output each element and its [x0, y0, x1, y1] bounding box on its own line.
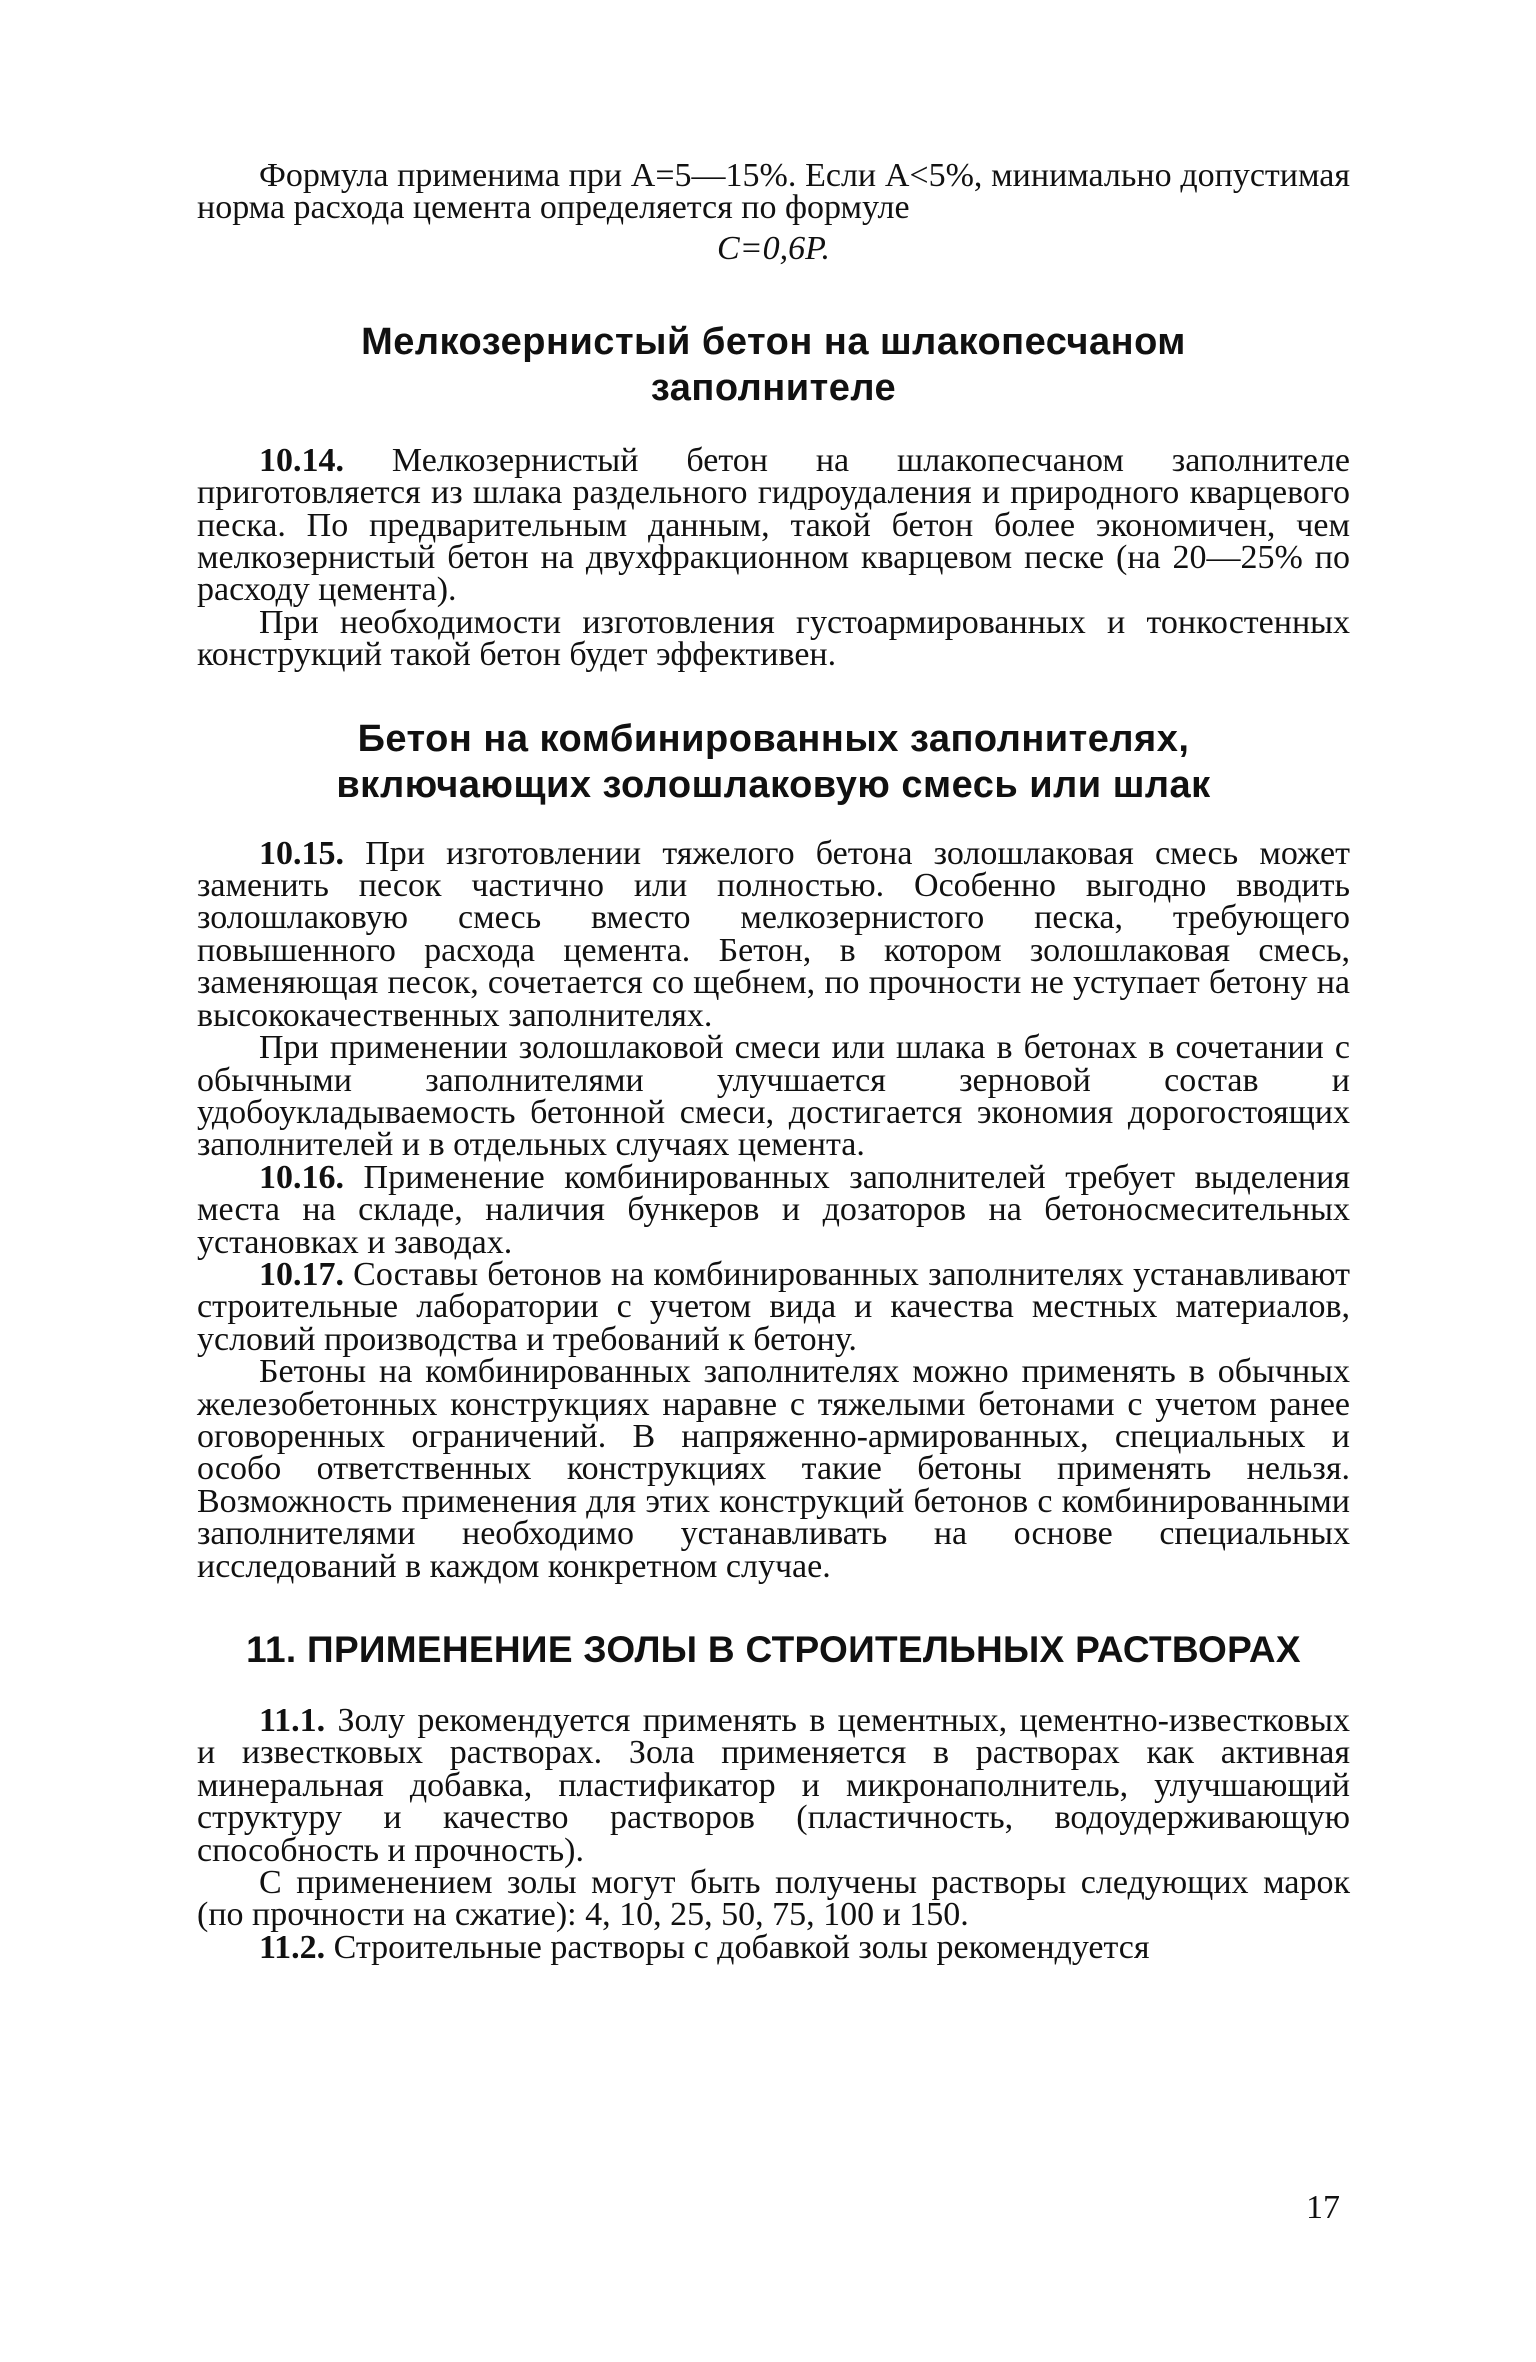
- paragraph-11-1: [197, 1702, 1350, 1869]
- intro-paragraph: Формула применима при A=5—15%. Если A<5%, минимально допустимая норма расхода цемента определяется по формуле: [197, 157, 1350, 227]
- clause-number-11-1: 11.1.: [259, 1702, 326, 1739]
- heading-fine-grained-concrete: [197, 319, 1350, 411]
- paragraph-10-17-cont: Бетоны на комбинированных заполнителях можно применять в обычных железобетонных конструкциях наравне с тяжелыми бетонами с учетом ранее оговоренных ограничений. В напряженно-армированных, специальных и особо ответственных конструкциях такие бетоны применять нельзя. Возможность применения для этих конструкций бетонов с комбинированными заполнителями необходимо устанавливать на основе специальных исследований в каждом конкретном случае.: [197, 1353, 1350, 1585]
- clause-number-10-16: 10.16.: [259, 1158, 344, 1196]
- page-number: 17: [1306, 2189, 1340, 2226]
- paragraph-10-15-cont: При применении золошлаковой смеси или шлака в бетонах в сочетании с обычными заполнителями улучшается зерновой состав и удобоукладываемость бетонной смеси, достигается экономия дорогостоящих заполнителей и в отдельных случаях цемента.: [197, 1029, 1350, 1164]
- heading-fine-grained-line2: заполнителе: [650, 366, 897, 409]
- heading-combined-line1: Бетон на комбинированных заполнителях,: [357, 717, 1190, 760]
- paragraph-10-14-note: При необходимости изготовления густоармированных и тонкостенных конструкций такой бетон будет эффективен.: [197, 603, 1350, 674]
- paragraph-10-15: [197, 834, 1350, 1034]
- clause-text-11-1: Золу рекомендуется применять в цементных, цементно-известковых и известковых растворах. Зола применяется в растворах как активная минеральная добавка, пластификатор и микронаполнитель, улучшающий структуру и качество растворов (пластичность, водоудерживающую способность и прочность).: [197, 1702, 1350, 1869]
- clause-number-10-17: 10.17.: [259, 1255, 344, 1293]
- document-page: [197, 157, 1350, 1966]
- heading-combined-aggregates: [197, 716, 1350, 808]
- paragraph-11-1-cont: С применением золы могут быть получены растворы следующих марок (по прочности на сжатие): 4, 10, 25, 50, 75, 100 и 150.: [197, 1864, 1350, 1934]
- clause-text-10-17: Составы бетонов на комбинированных заполнителях устанавливают строительные лаборатории с учетом вида и качества местных материалов, условий производства и требований к бетону.: [197, 1255, 1350, 1358]
- clause-number-11-2: 11.2.: [259, 1928, 326, 1966]
- paragraph-10-16: [197, 1158, 1350, 1261]
- clause-text-11-2: Строительные растворы с добавкой золы рекомендуется: [325, 1928, 1150, 1966]
- cement-formula: C=0,6P.: [716, 229, 830, 267]
- paragraph-10-14: [197, 441, 1350, 609]
- paragraph-10-17: [197, 1255, 1350, 1358]
- clause-text-10-15: При изготовлении тяжелого бетона золошлаковая смесь может заменить песок частично или полностью. Особенно выгодно вводить золошлаковую смесь вместо мелкозернистого песка, требующего повышенного расхода цемента. Бетон, в котором золошлаковая смесь, заменяющая песок, сочетается со щебнем, по прочности не уступает бетону на высококачественных заполнителях.: [197, 834, 1350, 1034]
- heading-fine-grained-line1: Мелкозернистый бетон на шлакопесчаном: [361, 320, 1186, 363]
- heading-section-11: 11. ПРИМЕНЕНИЕ ЗОЛЫ В СТРОИТЕЛЬНЫХ РАСТВОРАХ: [246, 1629, 1301, 1670]
- clause-text-10-14: Мелкозернистый бетон на шлакопесчаном заполнителе приготовляется из шлака раздельного гидроудаления и природного кварцевого песка. По предварительным данным, такой бетон более экономичен, чем мелкозернистый бетон на двухфракционном кварцевом песке (на 20—25% по расходу цемента).: [197, 441, 1350, 609]
- clause-text-10-16: Применение комбинированных заполнителей требует выделения места на складе, наличия бункеров и дозаторов на бетоносмесительных установках и заводах.: [197, 1158, 1350, 1261]
- clause-number-10-14: 10.14.: [259, 441, 344, 479]
- paragraph-11-2: [197, 1928, 1350, 1966]
- clause-number-10-15: 10.15.: [259, 834, 344, 872]
- heading-combined-line2: включающих золошлаковую смесь или шлак: [336, 763, 1211, 806]
